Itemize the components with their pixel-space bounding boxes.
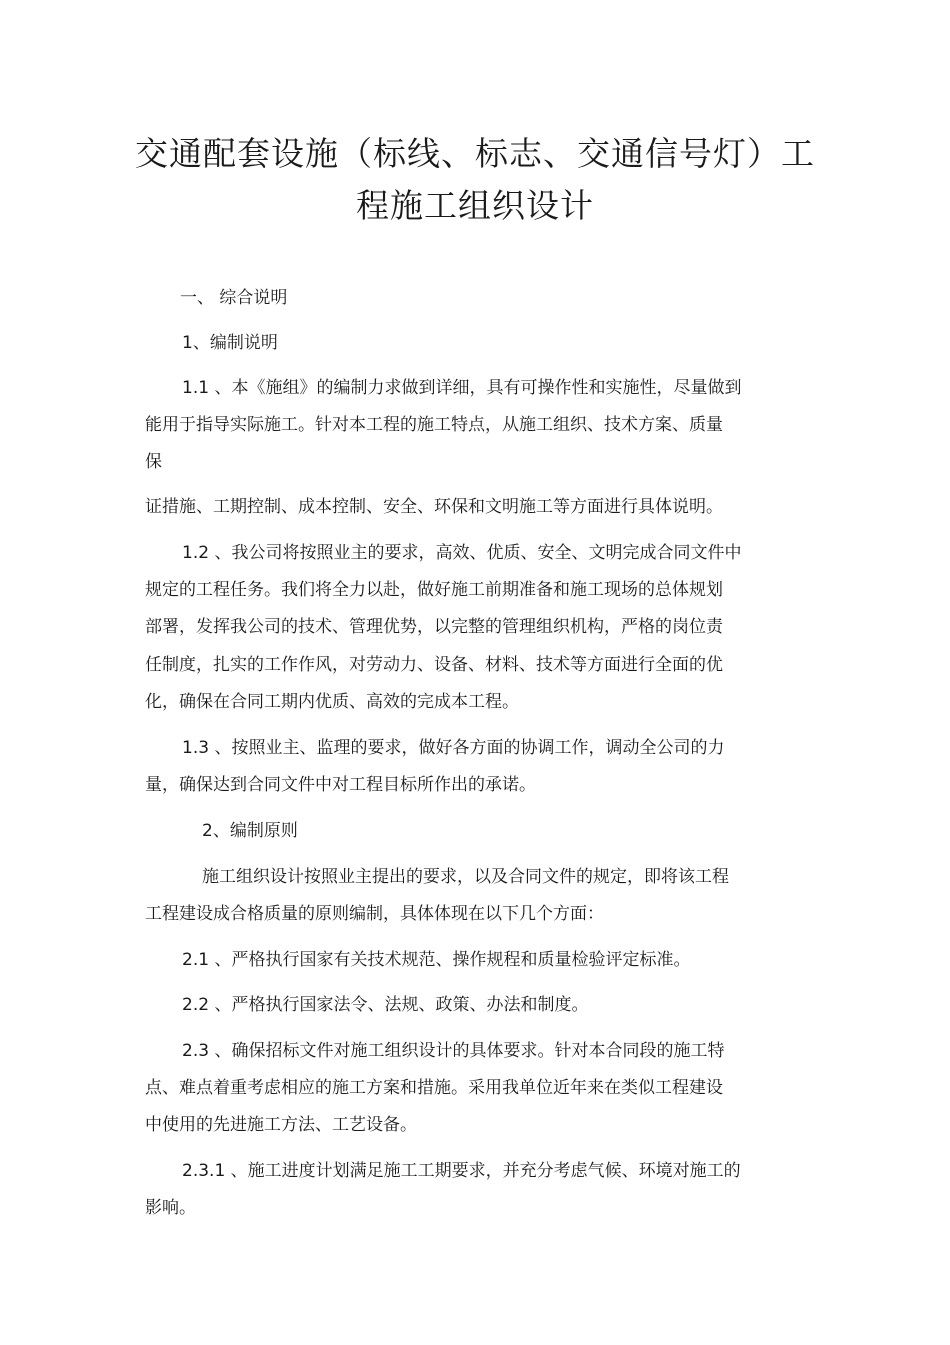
subsection-heading-compilation-principles: 2、编制原则 [202,821,298,841]
paragraph-line: 2.3.1 、施工进度计划满足施工工期要求，并充分考虑气候、环境对施工的 [182,1161,741,1181]
doc-title-line-2: 程施工组织设计 [356,186,594,225]
paragraph-line: 化，确保在合同工期内优质、高效的完成本工程。 [145,692,519,712]
paragraph-line: 1.2 、我公司将按照业主的要求，高效、优质、安全、文明完成合同文件中 [182,543,742,563]
paragraph-line: 证措施、工期控制、成本控制、安全、环保和文明施工等方面进行具体说明。 [145,497,723,517]
paragraph-line: 工程建设成合格质量的原则编制，具体体现在以下几个方面： [145,904,604,924]
paragraph-line: 2.3 、确保招标文件对施工组织设计的具体要求。针对本合同段的施工特 [182,1041,725,1061]
paragraph-line: 量，确保达到合同文件中对工程目标所作出的承诺。 [145,775,536,795]
paragraph-line: 保 [145,452,162,472]
paragraph-line: 点、难点着重考虑相应的施工方案和措施。采用我单位近年来在类似工程建设 [145,1078,723,1098]
paragraph-line: 中使用的先进施工方法、工艺设备。 [145,1115,417,1135]
paragraph-line: 1.1 、本《施组》的编制力求做到详细，具有可操作性和实施性，尽量做到 [182,378,742,398]
section-heading-overview: 一、 综合说明 [180,288,288,308]
paragraph-line: 任制度，扎实的工作作风，对劳动力、设备、材料、技术等方面进行全面的优 [145,655,723,675]
paragraph-line: 2.2 、严格执行国家法令、法规、政策、办法和制度。 [182,995,589,1015]
paragraph-line: 部署，发挥我公司的技术、管理优势，以完整的管理组织机构，严格的岗位责 [145,617,723,637]
subsection-heading-compilation-notes: 1、编制说明 [182,333,278,353]
doc-title-line-1: 交通配套设施（标线、标志、交通信号灯）工 [135,134,815,173]
paragraph-line: 影响。 [145,1198,196,1218]
paragraph-line: 施工组织设计按照业主提出的要求，以及合同文件的规定，即将该工程 [202,867,729,887]
paragraph-line: 规定的工程任务。我们将全力以赴，做好施工前期准备和施工现场的总体规划 [145,580,723,600]
paragraph-line: 能用于指导实际施工。针对本工程的施工特点，从施工组织、技术方案、质量 [145,415,723,435]
paragraph-line: 1.3 、按照业主、监理的要求，做好各方面的协调工作，调动全公司的力 [182,738,725,758]
paragraph-line: 2.1 、严格执行国家有关技术规范、操作规程和质量检验评定标准。 [182,950,691,970]
